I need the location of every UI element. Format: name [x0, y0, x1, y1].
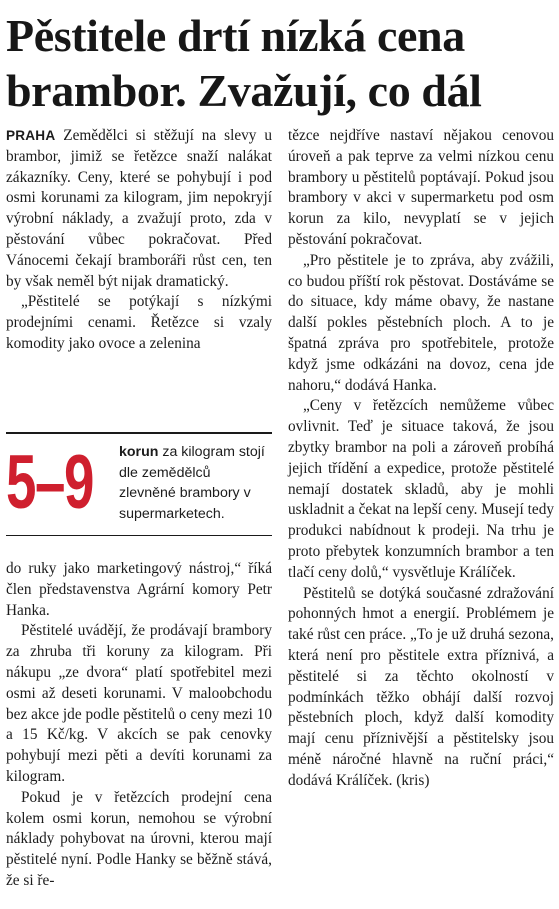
paragraph-3: Pěstitelé uvádějí, že prodávají brambory za zhruba tři koruny za kilogram. Při nákupu „ze dvora“ platí spotřebitel mezi osmi až deseti korunami. V maloobchodu bez akce jde podle pěstitelů o ceny mezi 10 a 15 Kč/kg. V akcích se pak cenovky pohybují mezi pěti a devíti korunami za kilogram. — [6, 622, 272, 785]
factbox-bottom-rule — [6, 535, 272, 536]
factbox-unit: korun — [119, 444, 159, 460]
article-column-1-bottom — [6, 559, 272, 892]
headline-line-2: brambor. Zvažují, co dál — [6, 65, 482, 116]
lead-text: Zemědělci si stěžují na slevy u brambor, jimiž se řetězce snaží nalákat zákazníky. Ceny, které se pohybují i pod osmi korunami za kilogram, jim nepokryjí výrobní náklady, a zvažují proto, zda v pěstování vůbec pokračovat. Před Vánocemi čekají bramboráři růst cen, ten by však neměl být nijak dramatický. — [6, 127, 272, 290]
article-column-1-top — [6, 126, 272, 355]
paragraph-2-start: „Pěstitelé se potýkají s nízkými prodejními cenami. Řetězce si vzaly komodity jako ovoce a zelenina — [6, 293, 272, 352]
paragraph-5: „Pro pěstitele je to zpráva, aby zvážili, co budou příští rok pěstovat. Dostáváme se do situace, kdy máme obavy, že nastane další pokles pěstebních ploch. A to je špatná zpráva pro spotřebitele, protože když jsme odkázáni na dovoz, cena jde nahoru,“ dodává Hanka. — [288, 251, 554, 394]
headline-line-1: Pěstitele drtí nízká cena — [6, 10, 465, 61]
factbox-price-range: 5–9 — [6, 440, 93, 525]
price-factbox — [6, 432, 272, 536]
factbox-top-rule — [6, 432, 272, 434]
factbox-caption-text: za kilogram stojí dle zemědělců zlevněné brambory v supermarketech. — [119, 444, 265, 522]
paragraph-2-end: do ruky jako marketingový nástroj,“ říká člen představenstva Agrární komory Petr Hanka. — [6, 560, 272, 619]
article-headline — [6, 8, 554, 118]
paragraph-4-start: Pokud je v řetězcích prodejní cena kolem osmi korun, nemohou se výrobní náklady pohybovat na úrovni, kterou mají pěstitelé nyní. Podle Hanky se běžně stává, že si ře- — [6, 788, 272, 889]
lead-paragraph — [6, 126, 272, 292]
dateline: PRAHA — [6, 128, 56, 143]
paragraph-4-end: tězce nejdříve nastaví nějakou cenovou úroveň a pak teprve za velmi nízkou cenu brambory u pěstitelů poptávají. Pokud jsou brambory v akci v supermarketu pod osm korun za kilo, nevyplatí se v jejich pěstování pokračovat. — [288, 127, 554, 248]
paragraph-6: „Ceny v řetězcích nemůžeme vůbec ovlivnit. Teď je situace taková, že jsou zbytky brambor na poli a zároveň probíhá jejich třídění a expedice, protože pěstitelé nemají dostatek skladů, aby je mohli uskladnit a čekat na lepší ceny. Musejí tedy produkci nabídnout k prodeji. Na trhu je proto přebytek konzumních brambor a ten tlačí ceny dolů,“ vysvětluje Králíček. — [288, 397, 554, 581]
paragraph-7: Pěstitelů se dotýká současné zdražování pohonných hmot a energií. Problémem je také růst cen práce. „To je už druhá sezona, která není pro pěstitele extra příznivá, a pěstitelé si za těchto okolností v podmínkách těžko obhájí další rozvoj pěstebních ploch, když další komodity mají cenu příznivější a pěstitelsky jsou méně náročné hlavně na ruční práci,“ dodává Králíček. (kris) — [288, 584, 554, 789]
factbox-caption — [119, 442, 269, 524]
article-column-2 — [288, 126, 554, 792]
